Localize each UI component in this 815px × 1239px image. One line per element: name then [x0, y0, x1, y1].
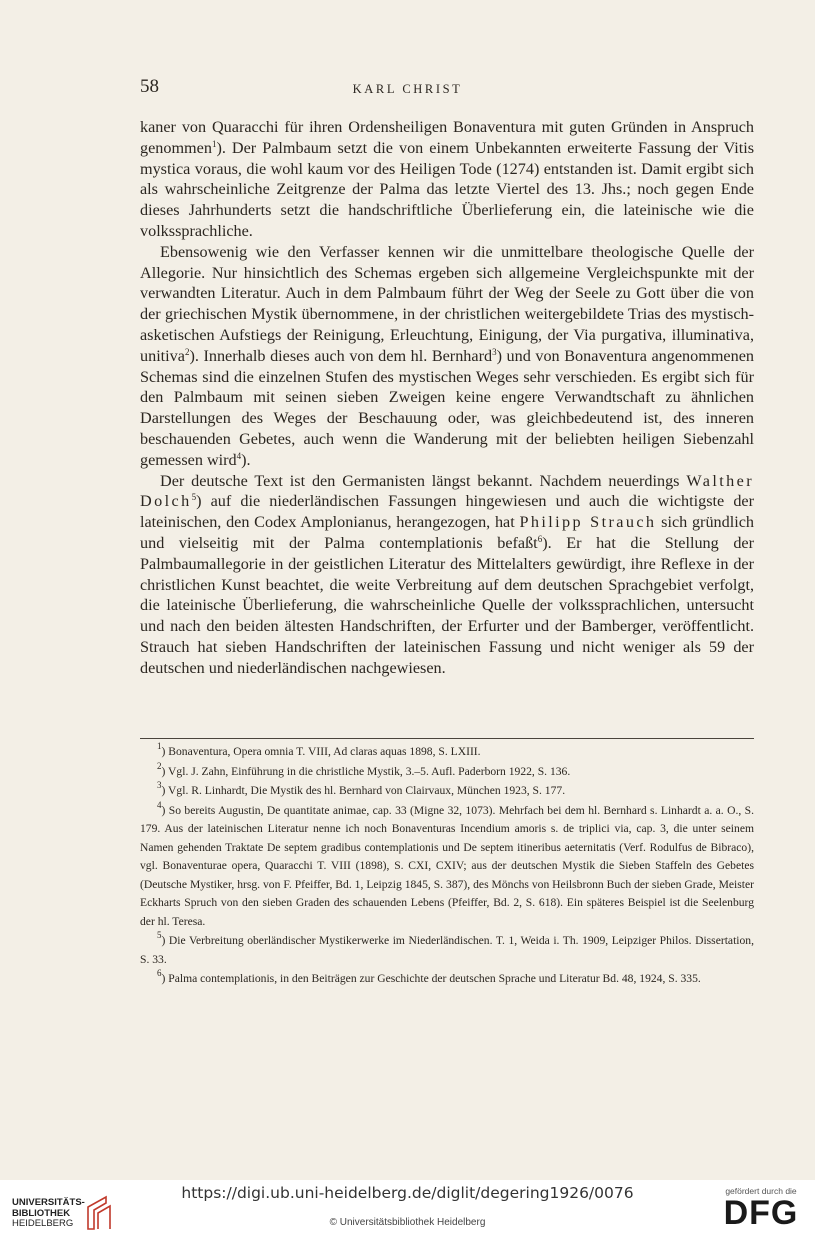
- footnote-ref[interactable]: 2: [184, 346, 190, 357]
- footnote-ref[interactable]: 1: [211, 138, 217, 149]
- footnote-ref[interactable]: 3: [492, 346, 497, 357]
- paragraph-3: Der deutsche Text ist den Germanisten längst bekannt. Nachdem neuerdings Walther Dolch$^5$) auf die niederländischen Fassungen hingewiesen und auch die wichtigste der lateinischen, den Codex Amplonianus, herangezogen, hat Philipp Strauch sich gründlich und vielseitig mit der Palma contemplationis befaßt$^6$). Er hat die Stellung der Palmbaumallegorie in der geistlichen Literatur des Mittelalters gewürdigt, ihre Reflexe in der christlichen Kunst beachtet, die weite Verbreitung auf dem deutschen Sprachgebiet verfolgt, die lateinische Überlieferung, die wahrscheinliche Quelle der volkssprachlichen, untersucht und nach den beiden ältesten Handschriften, der Erfurter und der Bamberger, veröffentlicht. Strauch hat sieben Handschriften der lateinischen Fassung und nicht weniger als 59 der deutschen und niederländischen nachgewiesen.: [140, 471, 754, 677]
- viewer-footer: [0, 1180, 815, 1239]
- footnote: $^6$) Palma contemplationis, in den Beiträgen zur Geschichte der deutschen Sprache und Literatur Bd. 48, 1924, S. 335.: [157, 968, 701, 985]
- dfg-logo[interactable]: gefördert durch die DFG: [723, 1186, 799, 1232]
- author-name: Philipp Strauch: [519, 513, 657, 532]
- paragraph-1: kaner von Quaracchi für ihren Ordensheiligen Bonaventura mit guten Gründen in Anspruch genommen$^1$). Der Palmbaum setzt die von einem Unbekannten erweiterte Fassung der Vitis mystica voraus, die wohl kaum vor des Heiligen Tode (1274) entstanden ist. Damit ergibt sich als wahrscheinliche Zeitgrenze der Palma das letzte Viertel des 13. Jhs.; noch gegen Ende dieses Jahrhunderts setzt die handschriftliche Überlieferung ein, die lateinische wie die volkssprachliche.: [140, 118, 754, 240]
- footnote: $^4$) So bereits Augustin, De quantitate animae, cap. 33 (Migne 32, 1073). Mehrfach bei dem hl. Bernhard s. Linhardt a. a. O., S. 179. Aus der lateinischen Literatur nenne ich noch Bonaventuras Incendium amoris s. de triplici via, cap. 3, die unter seinem Namen gehenden Traktate De septem gradibus contemplationis und De septem itineribus aeternitatis (Verf. Rodulfus de Bibraco), vgl. Bonaventurae opera, Quaracchi T. VIII (1898), S. CXI, CXIV; aus der deutschen Mystik die Sieben Staffeln des Gebetes (Deutsche Mystiker, hrsg. von F. Pfeiffer, Bd. 1, Leipzig 1845, S. 387), des Mönchs von Heilsbronn Buch der sieben Grade, Meister Eckharts Spruch von den sieben Graden des schauenden Lebens (Pfeiffer, Bd. 2, S. 618). Ein späteres Beispiel ist die Seelenburg der hl. Teresa.: [140, 799, 754, 928]
- footnote-ref[interactable]: 6: [537, 533, 543, 544]
- paragraph-2: Ebensowenig wie den Verfasser kennen wir die unmittelbare theologische Quelle der Allegorie. Nur hinsichtlich des Schemas ergeben sich allgemeine Vergleichspunkte mit der verwandten Literatur. Auch in dem Palmbaum führt der Weg der Seele zu Gott über die von der griechischen Mystik übernommene, in der christlichen weitergebildete Trias des mystisch-asketischen Aufstiegs der Reinigung, Erleuchtung, Einigung, der Via purgativa, illuminativa, unitiva$^2$). Innerhalb dieses auch von dem hl. Bernhard$^3$) und von Bonaventura angenommenen Schemas sind die einzelnen Stufen des mystischen Weges sehr verschieden. Es ergibt sich für den Palmbaum mit seinen sieben Zweigen keine engere Verwandtschaft zu ähnlichen Darstellungen des Weges der Beschauung oder, was gleichbedeutend ist, des inneren beschauenden Gebetes, auch wenn die Wanderung mit der beliebten heiligen Siebenzahl gemessen wird$^4$).: [140, 242, 754, 469]
- footnote: $^3$) Vgl. R. Linhardt, Die Mystik des hl. Bernhard von Clairvaux, München 1923, S. 177.: [157, 780, 566, 797]
- footnote-ref[interactable]: 5: [191, 492, 197, 503]
- permalink-url[interactable]: https://digi.ub.uni-heidelberg.de/diglit/degering1926/0076: [181, 1184, 634, 1202]
- footnote: $^2$) Vgl. J. Zahn, Einführung in die christliche Mystik, 3.–5. Aufl. Paderborn 1922, S. 136.: [157, 760, 571, 778]
- running-title: KARL CHRIST: [352, 82, 463, 96]
- footnote-ref[interactable]: 4: [236, 450, 242, 461]
- footnotes: [140, 743, 754, 990]
- library-logo[interactable]: UNIVERSITÄTS- BIBLIOTHEK HEIDELBERG: [12, 1195, 118, 1231]
- page-number: 58: [140, 76, 159, 97]
- copyright-notice: © Universitätsbibliothek Heidelberg: [329, 1217, 486, 1228]
- author-name: Walther Dolch: [140, 471, 754, 511]
- footnote: $^1$) Bonaventura, Opera omnia T. VIII, Ad claras aquas 1898, S. LXIII.: [157, 741, 481, 758]
- footnote-divider: [140, 738, 754, 739]
- body-text: [140, 117, 754, 679]
- footnote: $^5$) Die Verbreitung oberländischer Mystikerwerke im Niederländischen. T. 1, Weida i. Th. 1909, Leipziger Philos. Dissertation, S. 33.: [140, 930, 754, 966]
